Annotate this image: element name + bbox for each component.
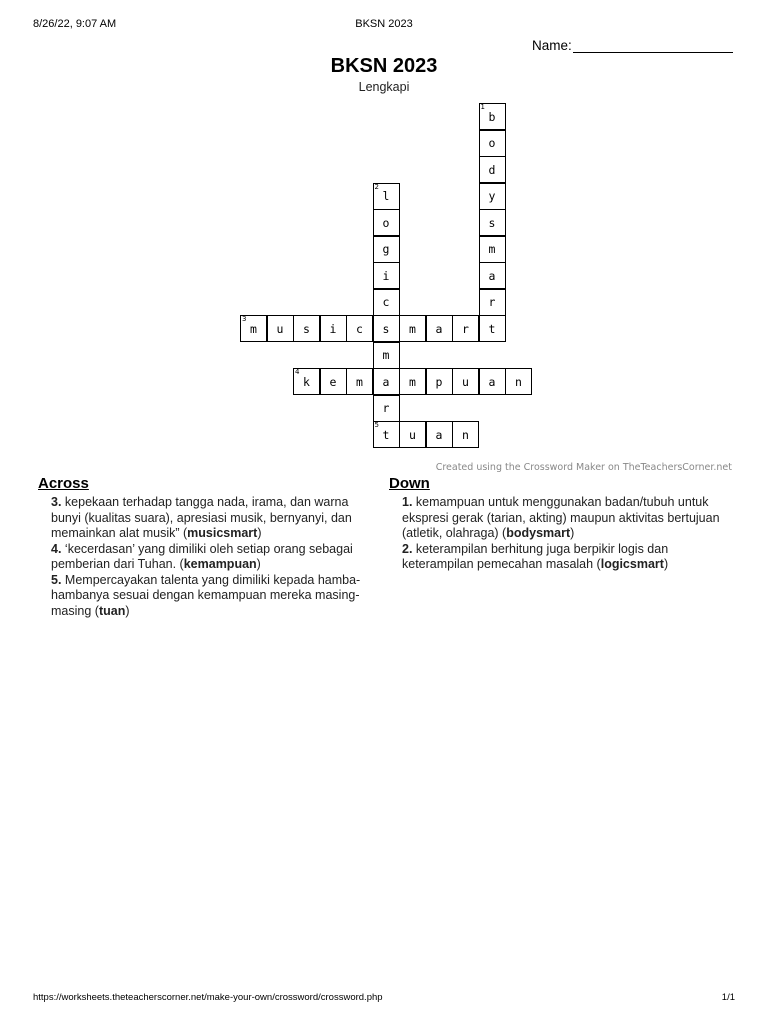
clue-number: 3 (242, 315, 247, 323)
cell-letter: d (488, 162, 496, 177)
crossword-cell (452, 315, 479, 342)
clue-number: 2 (374, 182, 379, 191)
crossword-cell (479, 183, 506, 210)
print-datetime: 8/26/22, 9:07 AM (33, 18, 117, 30)
clue-answer: logicsmart (600, 557, 664, 571)
crossword-cell (373, 421, 400, 448)
cell-letter: t (382, 427, 390, 442)
across-clue (51, 495, 376, 542)
crossword-cell (373, 183, 400, 210)
clue-answer: tuan (98, 603, 126, 618)
cell-letter: i (382, 268, 390, 283)
name-label: Name: (532, 38, 572, 53)
clue-number: 4. (51, 541, 62, 556)
clue-text: ‘kecerdasan’ yang dimiliki oleh setiap orang sebagai pemberian dari Tuhan. ( (51, 541, 353, 571)
crossword-cell (479, 156, 506, 183)
across-clue (51, 573, 376, 620)
crossword-cell (373, 209, 400, 236)
crossword-cell (240, 315, 267, 342)
crossword-cell (479, 103, 506, 130)
cell-letter: r (382, 401, 390, 415)
cell-letter: a (435, 427, 443, 442)
crossword-cell (373, 342, 400, 369)
cell-letter: m (250, 321, 257, 336)
across-clue-list (51, 495, 376, 619)
crossword-cell (479, 289, 506, 316)
cell-letter: m (409, 374, 416, 389)
crossword-grid (0, 0, 768, 470)
cell-letter: n (462, 427, 469, 442)
cell-letter: r (488, 295, 496, 309)
clue-number: 5. (51, 572, 62, 587)
clue-text-end: ) (256, 557, 261, 571)
cell-letter: k (303, 374, 310, 389)
cell-letter: i (329, 321, 337, 336)
cell-letter: u (276, 321, 284, 336)
crossword-cell (426, 315, 453, 342)
crossword-cell (373, 395, 400, 422)
clue-text: keterampilan berhitung juga berpikir logis dan keterampilan pemecahan masalah ( (402, 541, 669, 571)
cell-letter: a (435, 321, 443, 336)
crossword-cell (293, 315, 320, 342)
cell-letter: g (382, 242, 390, 256)
clue-text: kemampuan untuk menggunakan badan/tubuh untuk ekspresi gerak (tarian, akting) maupun aktivitas bertujuan (atletik, olahraga) ( (402, 495, 720, 540)
cell-letter: m (488, 242, 496, 256)
crossword-cell (479, 130, 506, 157)
clue-number: 3. (51, 495, 62, 509)
cell-letter: o (382, 215, 390, 230)
print-doc-title: BKSN 2023 (355, 18, 413, 30)
cell-letter: l (382, 189, 390, 203)
cell-letter: m (382, 348, 390, 362)
crossword-cell (373, 262, 400, 289)
page-subtitle: Lengkapi (358, 80, 410, 94)
cell-letter: m (356, 374, 363, 389)
clue-text: Mempercayakan talenta yang dimiliki kepada hamba-hambanya sesuai dengan kemampuan mereka masing-masing ( (51, 572, 361, 618)
crossword-cell (452, 368, 479, 395)
cell-letter: t (488, 321, 496, 336)
across-clue (51, 542, 376, 573)
credit-text: Created using the Crossword Maker on TheTeachersCorner.net (435, 462, 732, 473)
cell-letter: s (382, 321, 390, 336)
cell-letter: m (409, 321, 416, 336)
clue-text-end: ) (125, 603, 130, 618)
cell-letter: r (462, 321, 469, 336)
crossword-cell (373, 236, 400, 263)
cell-letter: u (409, 427, 416, 442)
clue-number: 5 (374, 421, 379, 429)
page-title: BKSN 2023 (330, 55, 438, 77)
cell-letter: c (356, 321, 363, 336)
clue-number: 1. (402, 495, 413, 509)
print-url: https://worksheets.theteacherscorner.net/make-your-own/crossword/crossword.php (33, 992, 383, 1003)
crossword-cell (373, 315, 400, 342)
across-heading: Across (38, 475, 89, 492)
clue-number: 2. (402, 541, 413, 556)
clue-number: 4 (295, 368, 300, 376)
crossword-cell (479, 262, 506, 289)
crossword-cell (426, 368, 453, 395)
cell-letter: c (382, 295, 390, 309)
crossword-cell (399, 368, 426, 395)
cell-letter: p (435, 374, 443, 389)
clue-text-end: ) (663, 557, 669, 571)
down-clue (402, 542, 737, 573)
down-heading: Down (389, 475, 430, 492)
crossword-cell (399, 421, 426, 448)
cell-letter: y (488, 189, 496, 203)
clue-text-end: ) (570, 526, 575, 540)
crossword-cell (373, 289, 400, 316)
crossword-cell (373, 368, 400, 395)
crossword-cell (267, 315, 294, 342)
cell-letter: n (515, 374, 522, 389)
clue-answer: bodysmart (506, 526, 571, 540)
crossword-cell (399, 315, 426, 342)
crossword-cell (479, 368, 506, 395)
down-clue-list (402, 495, 737, 573)
cell-letter: u (462, 374, 469, 389)
crossword-cell (452, 421, 479, 448)
cell-letter: e (329, 374, 337, 389)
crossword-cell (479, 236, 506, 263)
crossword-cell (320, 368, 347, 395)
cell-letter: s (303, 321, 310, 336)
print-page-number: 1/1 (721, 992, 735, 1003)
cell-letter: a (382, 374, 390, 389)
clue-answer: kemampuan (183, 557, 257, 571)
cell-letter: a (488, 268, 496, 283)
crossword-cell (479, 315, 506, 342)
cell-letter: a (488, 374, 496, 389)
cell-letter: b (488, 109, 496, 124)
crossword-cell (479, 209, 506, 236)
crossword-cell (346, 315, 373, 342)
crossword-cell (426, 421, 453, 448)
crossword-cell (505, 368, 532, 395)
crossword-cell (293, 368, 320, 395)
cell-letter: s (488, 215, 496, 230)
clue-text: kepekaan terhadap tangga nada, irama, dan warna bunyi (kualitas suara), apresiasi musik, bernyanyi, dan memainkan alat musik” ( (51, 495, 352, 540)
clue-number: 1 (480, 103, 485, 111)
crossword-cell (346, 368, 373, 395)
down-clue (402, 495, 737, 542)
cell-letter: o (488, 136, 496, 150)
clue-answer: musicsmart (187, 526, 258, 540)
crossword-cell (320, 315, 347, 342)
clue-text-end: ) (257, 526, 262, 540)
